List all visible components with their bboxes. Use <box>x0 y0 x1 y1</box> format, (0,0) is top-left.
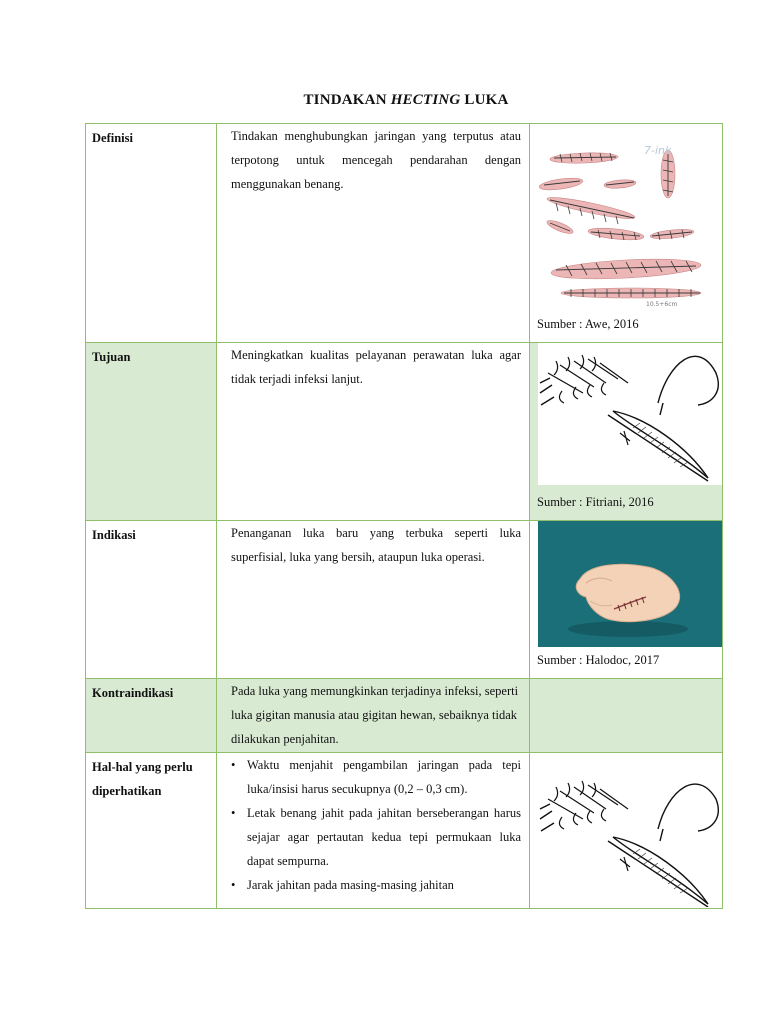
caption-definisi: Sumber : Awe, 2016 <box>537 317 639 331</box>
image-cell-indikasi <box>530 521 723 679</box>
title-italic: HECTING <box>390 92 461 108</box>
list-item: • Letak benang jahit pada jahitan berseberangan harus sejajar agar pertautan kedua tepi permukaan luka dapat sempurna. <box>231 801 521 873</box>
watermark-7ink: 7-ink <box>644 144 672 157</box>
row-text-indikasi <box>217 521 530 679</box>
image-cell-kontraindikasi <box>530 679 723 753</box>
image-cell-definisi <box>530 124 723 343</box>
table-row-indikasi <box>86 521 723 679</box>
title-suffix: LUKA <box>460 92 509 108</box>
table-row-definisi <box>86 124 723 343</box>
row-label-definisi: Definisi <box>86 124 217 343</box>
sutured-wounds-image <box>536 136 716 312</box>
indikasi-paragraph: Penanganan luka baru yang terbuka seperti luka superfisial, luka yang bersih, ataupun luka operasi. <box>231 526 521 564</box>
image-cell-tujuan <box>530 343 723 521</box>
row-label-tujuan: Tujuan <box>86 343 217 521</box>
stitched-hand-image <box>538 521 722 647</box>
table-row-hal-hal <box>86 753 723 909</box>
kontraindikasi-paragraph: Pada luka yang memungkinkan terjadinya infeksi, seperti luka gigitan manusia atau gigitan hewan, sebaiknya tidak dilakukan penjahitan. <box>231 684 519 746</box>
row-text-definisi <box>217 124 530 343</box>
suturing-technique-image <box>538 343 722 485</box>
list-item: • Waktu menjahit pengambilan jaringan pada tepi luka/insisi harus secukupnya (0,2 – 0,3 cm). <box>231 753 521 801</box>
row-text-tujuan <box>217 343 530 521</box>
procedure-table <box>85 123 723 909</box>
row-label-hal-hal <box>86 753 217 909</box>
tujuan-paragraph: Meningkatkan kualitas pelayanan perawatan luka agar tidak terjadi infeksi lanjut. <box>231 348 521 386</box>
definisi-paragraph: Tindakan menghubungkan jaringan yang terputus atau terpotong untuk mencegah pendarahan dengan menggunakan benang. <box>231 129 521 191</box>
row-label-indikasi: Indikasi <box>86 521 217 679</box>
caption-indikasi: Sumber : Halodoc, 2017 <box>537 653 660 667</box>
table-row-tujuan <box>86 343 723 521</box>
label-line-2: diperhatikan <box>92 784 162 798</box>
row-text-kontraindikasi <box>217 679 530 753</box>
image-cell-hal-hal <box>530 753 723 909</box>
caption-tujuan: Sumber : Fitriani, 2016 <box>537 495 654 509</box>
table-row-kontraindikasi <box>86 679 723 753</box>
list-item: • Jarak jahitan pada masing-masing jahitan <box>231 873 521 897</box>
title-prefix: TINDAKAN <box>303 92 391 108</box>
page-title <box>0 92 768 109</box>
suturing-technique-image-2 <box>538 773 722 907</box>
row-text-hal-hal <box>217 753 530 909</box>
scale-label: 10.5+6cm <box>646 301 678 308</box>
considerations-list <box>223 753 521 897</box>
label-line-1: Hal-hal yang perlu <box>92 760 193 774</box>
row-label-kontraindikasi: Kontraindikasi <box>86 679 217 753</box>
